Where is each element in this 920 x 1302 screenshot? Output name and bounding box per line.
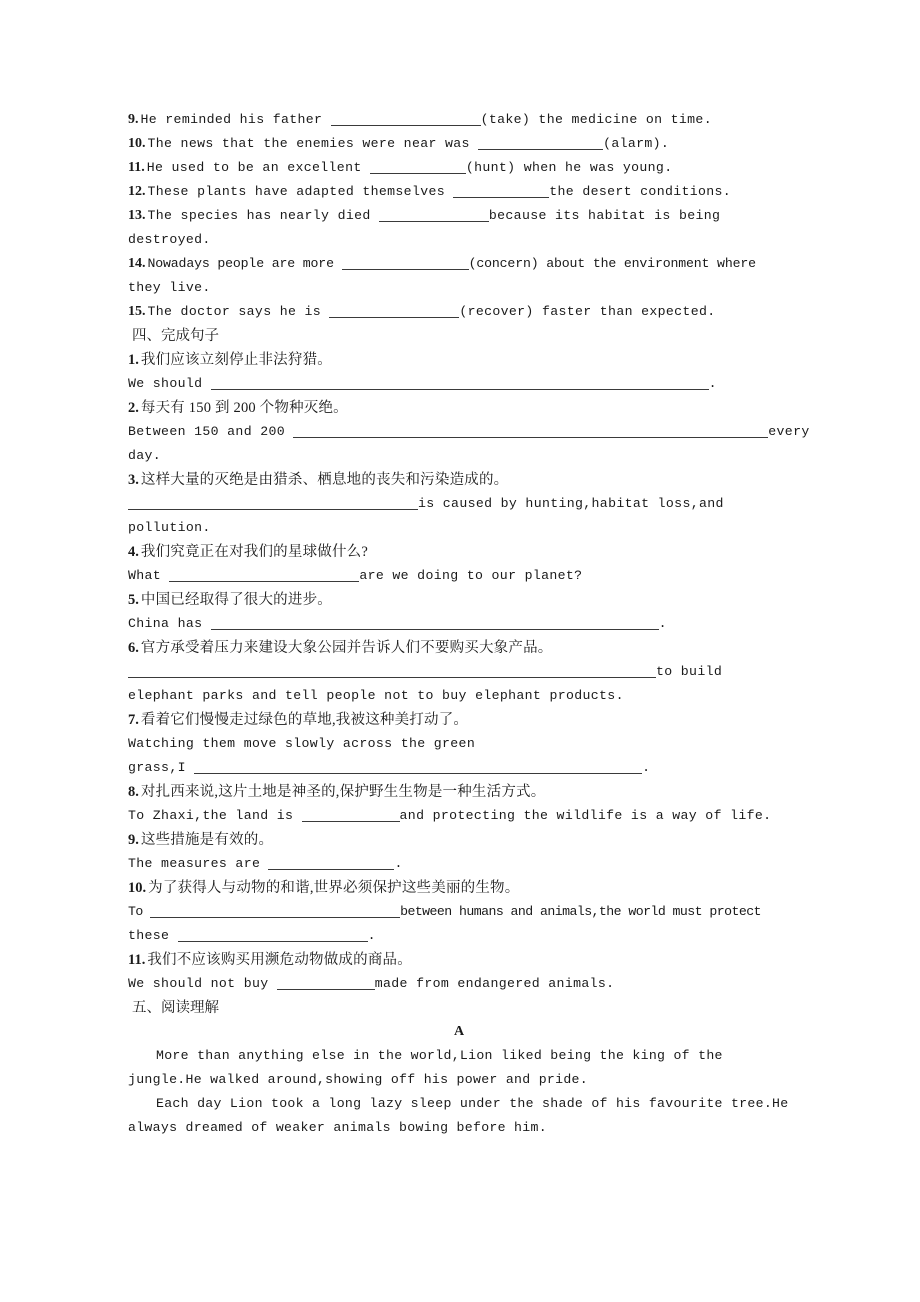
item-number: 12. [128,184,146,199]
english-after: every [768,424,810,439]
chinese-prompt: 看着它们慢慢走过绿色的草地,我被这种美打动了。 [140,712,469,728]
answer-blank[interactable] [150,904,400,918]
answer-blank[interactable] [128,664,656,678]
item-text-before: Nowadays people are more [147,256,342,271]
item-text-after: the desert conditions. [549,184,732,199]
english-before: China has [128,616,211,631]
english-after: . [708,376,717,391]
english-after: to build [656,664,723,679]
english-before: We should [128,376,211,391]
answer-blank[interactable] [211,376,709,390]
chinese-prompt: 这些措施是有效的。 [140,832,274,848]
word-form-item [128,252,790,276]
item-number: 15. [128,304,146,319]
sentence-item-chinese [128,780,790,804]
item-text-after: (concern) about the environment where [468,256,756,271]
item-text-before: These plants have adapted themselves [147,184,454,199]
answer-blank[interactable] [194,760,642,774]
item-number: 6. [128,640,139,656]
sentence-item-english-second [128,924,790,948]
answer-blank[interactable] [128,496,418,510]
item-continuation-line: pollution. [128,520,211,535]
answer-blank[interactable] [211,616,659,630]
english-after: made from endangered animals. [374,976,615,991]
sentence-item-chinese [128,540,790,564]
sentence-item-english [128,420,810,444]
answer-blank[interactable] [329,304,459,318]
item-number: 8. [128,784,139,800]
sentence-item-chinese [128,876,790,900]
sentence-item-english [128,372,790,396]
passage-paragraph: More than anything else in the world,Lion liked being the king of the jungle.He walked around,showing off his power and pride. [128,1048,723,1087]
english-after: . [394,856,403,871]
sentence-item-english [128,852,790,876]
item-number: 9. [128,112,139,127]
item-number: 7. [128,712,139,728]
word-form-item [128,108,790,132]
sentence-item-chinese [128,636,790,660]
english-before: Between 150 and 200 [128,424,294,439]
item-continuation-line: elephant parks and tell people not to buy elephant products. [128,688,624,703]
english-after: and protecting the wildlife is a way of life. [399,808,772,823]
item-number: 1. [128,352,139,368]
sentence-item-chinese [128,468,790,492]
item-text-before: The doctor says he is [147,304,330,319]
item-continuation-line: day. [128,448,162,463]
answer-blank[interactable] [453,184,549,198]
passage-label: A [453,1024,465,1039]
item-number: 2. [128,400,139,416]
sentence-item-chinese [128,948,790,972]
answer-blank[interactable] [178,928,368,942]
english-after: . [642,760,651,775]
answer-blank[interactable] [169,568,359,582]
english-before: The measures are [128,856,269,871]
chinese-prompt: 中国已经取得了很大的进步。 [140,592,332,608]
answer-blank[interactable] [302,808,400,822]
sentence-item-chinese [128,828,790,852]
word-form-item [128,300,790,324]
sentence-item-english [128,492,790,516]
chinese-prompt: 每天有 150 到 200 个物种灭绝。 [140,400,348,416]
answer-blank[interactable] [293,424,768,438]
item-text-after: (alarm). [603,136,670,151]
english-before: these [128,928,178,943]
section-heading-four: 四、完成句子 [132,328,219,344]
chinese-prompt: 对扎西来说,这片土地是神圣的,保护野生生物是一种生活方式。 [140,784,546,800]
sentence-item-english [128,972,790,996]
chinese-prompt: 我们应该立刻停止非法狩猎。 [140,352,332,368]
chinese-prompt: 官方承受着压力来建设大象公园并告诉人们不要购买大象产品。 [140,640,553,656]
english-before: grass,I [128,760,195,775]
answer-blank[interactable] [379,208,489,222]
answer-blank[interactable] [277,976,375,990]
chinese-prompt: 为了获得人与动物的和谐,世界必须保护这些美丽的生物。 [148,880,520,896]
item-continuation-line: they live. [128,280,211,295]
item-text-before: He used to be an excellent [146,160,370,175]
item-number: 11. [128,160,145,175]
passage-paragraph: Each day Lion took a long lazy sleep under the shade of his favourite tree.He always dreamed of weaker animals bowing before him. [128,1096,789,1135]
item-number: 11. [128,952,146,968]
english-before: To [128,904,151,919]
english-before: We should not buy [128,976,277,991]
answer-blank[interactable] [331,112,481,126]
item-number: 14. [128,256,146,271]
section-heading-five: 五、阅读理解 [132,1000,219,1016]
word-form-item [128,132,790,156]
word-form-item [128,180,790,204]
item-text-after: (recover) faster than expected. [459,304,716,319]
exercise-page [128,108,810,1140]
english-after: is caused by hunting,habitat loss,and [418,496,724,511]
item-continuation-line: destroyed. [128,232,211,247]
english-after: . [658,616,667,631]
answer-blank[interactable] [478,136,603,150]
item-number: 4. [128,544,139,560]
sentence-item-english [128,804,790,828]
item-number: 5. [128,592,139,608]
english-before: To Zhaxi,the land is [128,808,302,823]
answer-blank[interactable] [268,856,394,870]
item-number: 10. [128,880,147,896]
item-number: 9. [128,832,139,848]
chinese-prompt: 这样大量的灭绝是由猎杀、栖息地的丧失和污染造成的。 [140,472,509,488]
chinese-prompt: 我们不应该购买用濒危动物做成的商品。 [147,952,412,968]
item-text-after: because its habitat is being [488,208,721,223]
sentence-item-english: Watching them move slowly across the green [128,736,476,751]
english-after: between humans and animals,the world must protect [400,904,761,919]
sentence-item-english-second [128,756,790,780]
sentence-item-english [128,612,790,636]
sentence-item-english [128,564,790,588]
answer-blank[interactable] [342,256,469,270]
item-number: 13. [128,208,146,223]
sentence-item-chinese [128,708,790,732]
english-after: are we doing to our planet? [359,568,583,583]
item-text-after: (take) the medicine on time. [480,112,712,127]
sentence-item-english [128,660,790,684]
item-text-before: The news that the enemies were near was [147,136,479,151]
word-form-item [128,156,790,180]
sentence-item-english [128,900,790,924]
item-text-after: (hunt) when he was young. [465,160,673,175]
sentence-item-chinese [128,348,790,372]
item-number: 10. [128,136,146,151]
item-number: 3. [128,472,139,488]
item-text-before: The species has nearly died [147,208,379,223]
chinese-prompt: 我们究竟正在对我们的星球做什么? [140,544,369,560]
answer-blank[interactable] [370,160,466,174]
english-after: . [367,928,376,943]
item-text-before: He reminded his father [140,112,331,127]
english-before: What [128,568,170,583]
sentence-item-chinese [128,588,790,612]
word-form-item [128,204,790,228]
sentence-item-chinese [128,396,790,420]
